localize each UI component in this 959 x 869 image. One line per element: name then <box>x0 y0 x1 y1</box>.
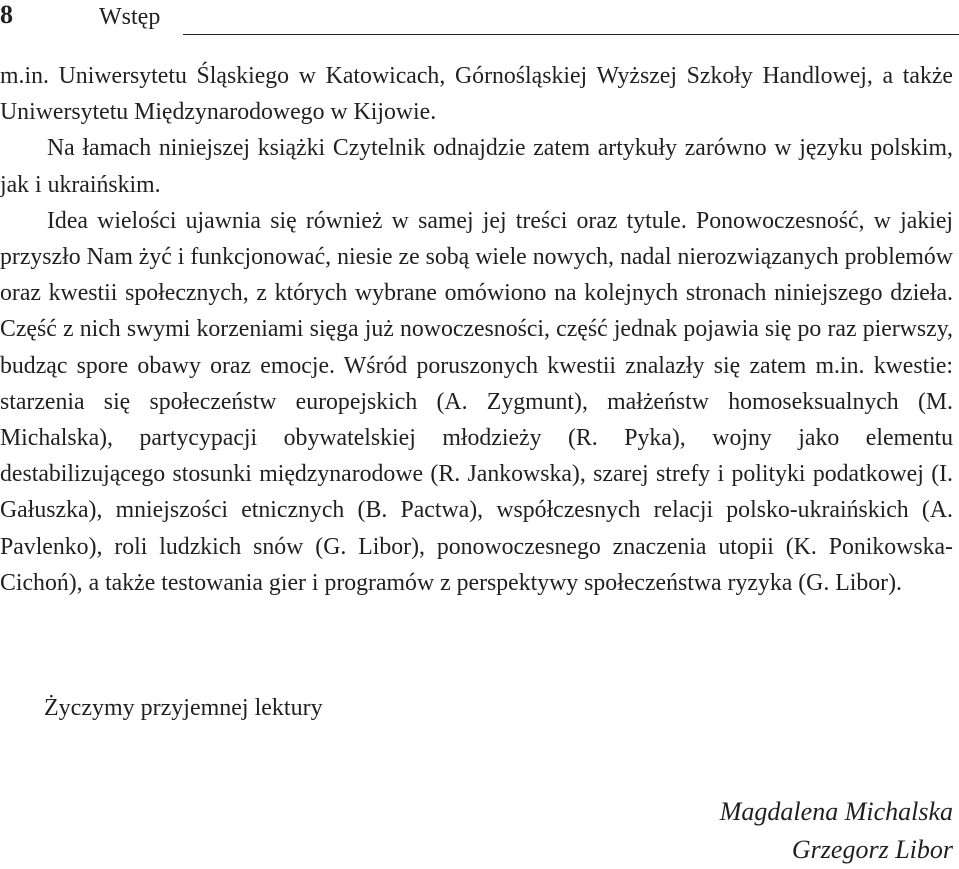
closing-line: Życzymy przyjemnej lektury <box>44 695 323 721</box>
signature-second: Grzegorz Libor <box>791 835 953 864</box>
signature-first: Magdalena Michalska <box>719 797 953 826</box>
section-title: Wstęp <box>99 4 161 30</box>
page-number: 8 <box>0 0 13 29</box>
body-text <box>0 58 953 601</box>
header-rule <box>183 34 959 35</box>
running-head <box>0 0 959 40</box>
paragraph-continuation: m.in. Uniwersytetu Śląskiego w Katowicach, Górnośląskiej Wyższej Szkoły Handlowej, a także Uniwersytetu Międzynarodowego w Kijowie. <box>0 63 953 126</box>
signatures <box>720 793 953 869</box>
paragraph-languages: Na łamach niniejszej książki Czytelnik odnajdzie zatem artykuły zarówno w języku polskim, jak i ukraińskim. <box>0 135 953 198</box>
paragraph-topics: Idea wielości ujawnia się również w samej jej treści oraz tytule. Ponowoczesność, w jakiej przyszło Nam żyć i funkcjonować, niesie ze sobą wiele nowych, nadal nierozwiązanych problemów oraz kwestii społecznych, z których wybrane omówiono na kolejnych stronach niniejszego dzieła. Część z nich swymi korzeniami sięga już nowoczesności, część jednak pojawia się po raz pierwszy, budząc spore obawy oraz emocje. Wśród poruszonych kwestii znalazły się zatem m.in. kwestie: starzenia się społeczeństw europejskich (A. Zygmunt), małżeństw homoseksualnych (M. Michalska), partycypacji obywatelskiej młodzieży (R. Pyka), wojny jako elementu destabilizującego stosunki międzynarodowe (R. Jankowska), szarej strefy i polityki podatkowej (I. Gałuszka), mniejszości etnicznych (B. Pactwa), współczesnych relacji polsko-ukraińskich (A. Pavlenko), roli ludzkich snów (G. Libor), ponowoczesnego znaczenia utopii (K. Ponikowska-Cichoń), a także testowania gier i programów z perspektywy społeczeństwa ryzyka (G. Libor). <box>0 207 953 596</box>
